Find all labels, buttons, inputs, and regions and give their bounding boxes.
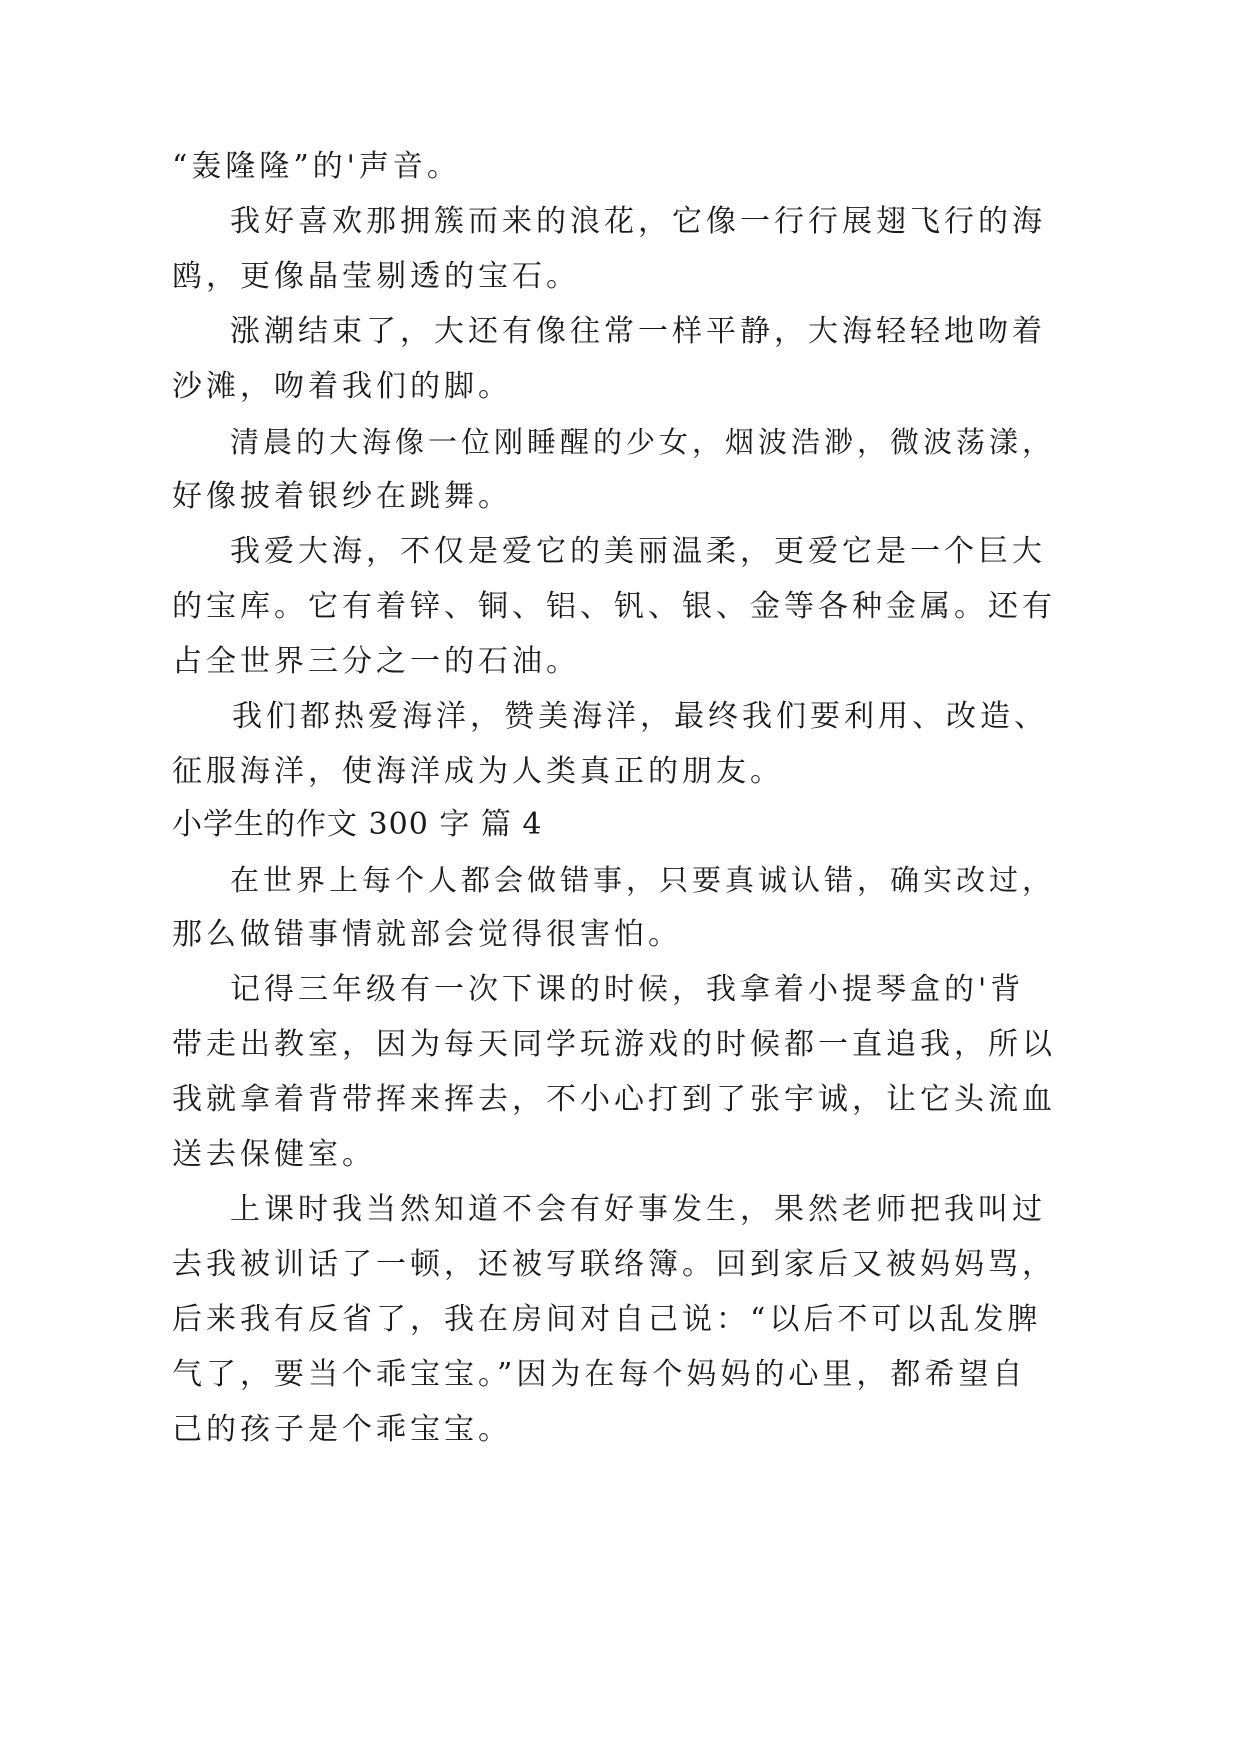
section-heading: 小学生的作文 300 字 篇 4 bbox=[172, 807, 543, 842]
text-line: 上课时我当然知道不会有好事发生，果然老师把我叫过 bbox=[230, 1192, 1046, 1227]
text-line: 去我被训话了一顿，还被写联络簿。回到家后又被妈妈骂， bbox=[172, 1247, 1056, 1282]
text-line: 征服海洋，使海洋成为人类真正的朋友。 bbox=[172, 754, 784, 789]
text-line: 记得三年级有一次下课的时候，我拿着小提琴盒的'背 bbox=[230, 972, 1025, 1007]
text-line: 清晨的大海像一位刚睡醒的少女，烟波浩渺，微波荡漾， bbox=[230, 425, 1056, 459]
text-line: 好像披着银纱在跳舞。 bbox=[172, 479, 512, 514]
text-line: 气了，要当个乖宝宝。”因为在每个妈妈的心里，都希望自 bbox=[172, 1357, 1027, 1392]
text-line: 涨潮结束了，大还有像往常一样平静，大海轻轻地吻着 bbox=[230, 314, 1046, 349]
text-line: 带走出教室，因为每天同学玩游戏的时候都一直追我，所以 bbox=[172, 1027, 1056, 1062]
text-line: 在世界上每个人都会做错事，只要真诚认错，确实改过， bbox=[230, 863, 1056, 897]
text-line: 鸥，更像晶莹剔透的宝石。 bbox=[172, 259, 580, 294]
text-line: 我好喜欢那拥簇而来的浪花，它像一行行展翅飞行的海 bbox=[230, 204, 1046, 239]
text-line: 我就拿着背带挥来挥去，不小心打到了张宇诚，让它头流血 bbox=[172, 1082, 1056, 1117]
text-line: 后来我有反省了，我在房间对自己说：“以后不可以乱发脾 bbox=[172, 1302, 1042, 1337]
text-line: 己的孩子是个乖宝宝。 bbox=[172, 1412, 512, 1447]
text-line: 我们都热爱海洋，赞美海洋，最终我们要利用、改造、 bbox=[232, 699, 1048, 734]
text-line: 占全世界三分之一的石油。 bbox=[172, 644, 580, 679]
text-line: 的宝库。它有着锌、铜、铝、钒、银、金等各种金属。还有 bbox=[172, 589, 1056, 624]
text-line: 送去保健室。 bbox=[172, 1137, 376, 1172]
text-line: 那么做错事情就部会觉得很害怕。 bbox=[172, 917, 682, 952]
text-line: 沙滩，吻着我们的脚。 bbox=[172, 369, 512, 404]
text-line: 我爱大海，不仅是爱它的美丽温柔，更爱它是一个巨大 bbox=[230, 534, 1046, 569]
text-line: “轰隆隆”的'声音。 bbox=[172, 149, 461, 184]
